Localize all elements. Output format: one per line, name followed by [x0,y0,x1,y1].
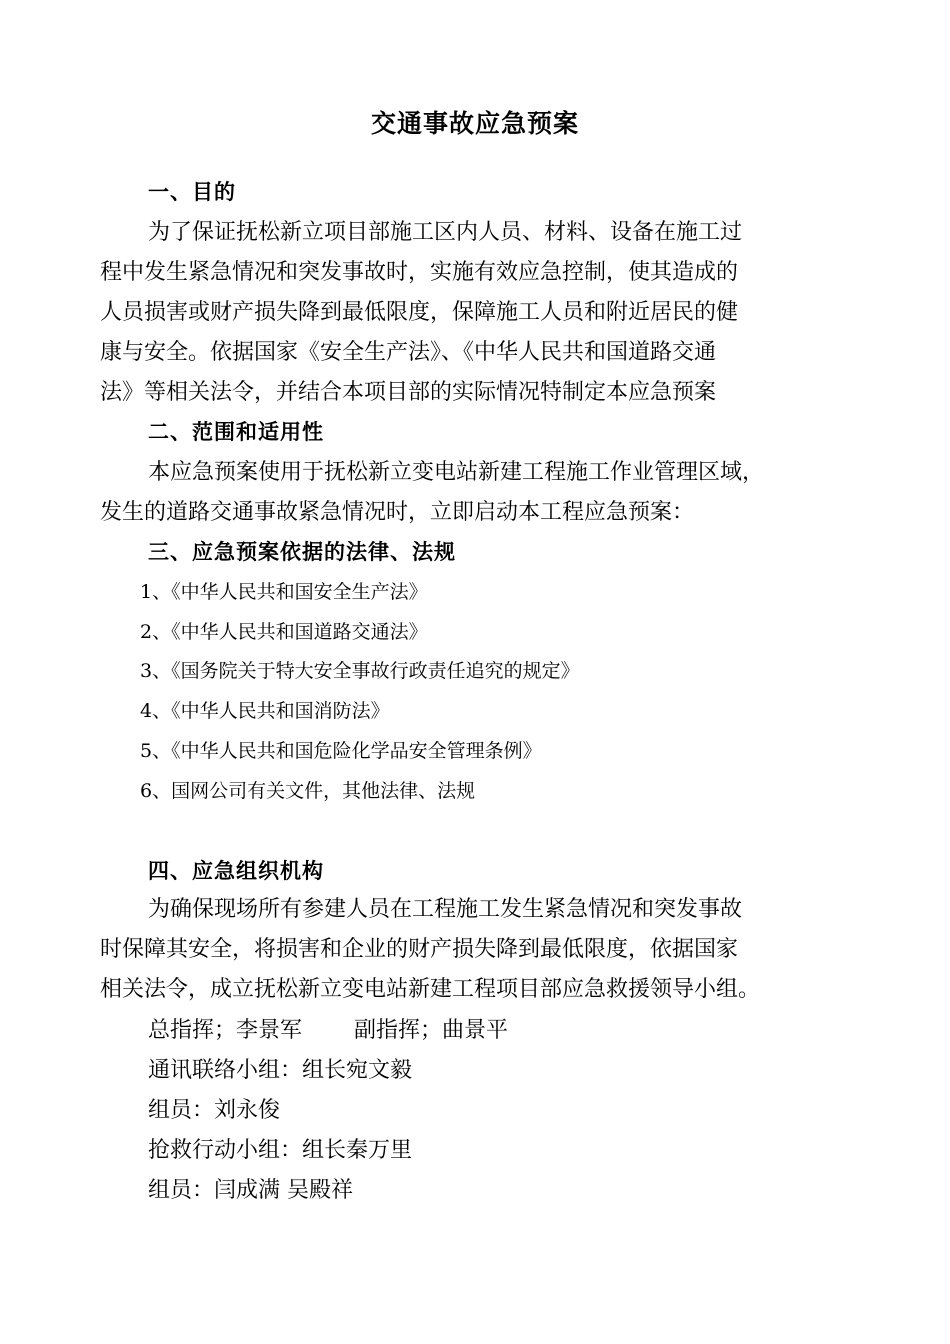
list-item: 1、《中华人民共和国安全生产法》 [140,581,428,603]
document-title: 交通事故应急预案 [370,109,579,138]
list-item: 3、《国务院关于特大安全事故行政责任追究的规定》 [140,660,580,682]
paragraph-line: 法》等相关法令，并结合本项目部的实际情况特制定本应急预案 [100,380,717,405]
paragraph-line: 发生的道路交通事故紧急情况时，立即启动本工程应急预案： [100,500,695,525]
section-heading-organization: 四、应急组织机构 [148,859,324,883]
section-heading-scope: 二、范围和适用性 [148,420,324,444]
paragraph-line: 为了保证抚松新立项目部施工区内人员、材料、设备在施工过 [148,220,743,245]
section-heading-purpose: 一、目的 [148,180,236,204]
command-line [148,1013,508,1044]
paragraph-line: 时保障其安全，将损害和企业的财产损失降到最低限度，依据国家 [100,937,739,962]
team-line: 组员：刘永俊 [148,1098,281,1123]
section-heading-legal-basis: 三、应急预案依据的法律、法规 [148,540,456,564]
paragraph-line: 相关法令，成立抚松新立变电站新建工程项目部应急救援领导小组。 [100,977,761,1002]
list-item: 4、《中华人民共和国消防法》 [140,700,390,722]
list-item: 6、国网公司有关文件，其他法律、法规 [140,780,476,802]
paragraph-line: 本应急预案使用于抚松新立变电站新建工程施工作业管理区域， [148,460,765,485]
team-line: 抢救行动小组：组长秦万里 [148,1138,413,1163]
paragraph-line: 为确保现场所有参建人员在工程施工发生紧急情况和突发事故 [148,897,743,922]
paragraph-line: 程中发生紧急情况和突发事故时，实施有效应急控制，使其造成的 [100,260,739,285]
team-line: 通讯联络小组：组长宛文毅 [148,1058,413,1083]
paragraph-line: 人员损害或财产损失降到最低限度，保障施工人员和附近居民的健 [100,300,739,325]
team-line: 组员：闫成满 吴殿祥 [148,1178,353,1203]
deputy-commander: 副指挥；曲景平 [354,1018,509,1043]
list-item: 5、《中华人民共和国危险化学品安全管理条例》 [140,740,542,762]
paragraph-line: 康与安全。依据国家《安全生产法》、《中华人民共和国道路交通 [100,340,717,365]
commander: 总指挥；李景军 [148,1018,303,1043]
list-item: 2、《中华人民共和国道路交通法》 [140,621,428,643]
